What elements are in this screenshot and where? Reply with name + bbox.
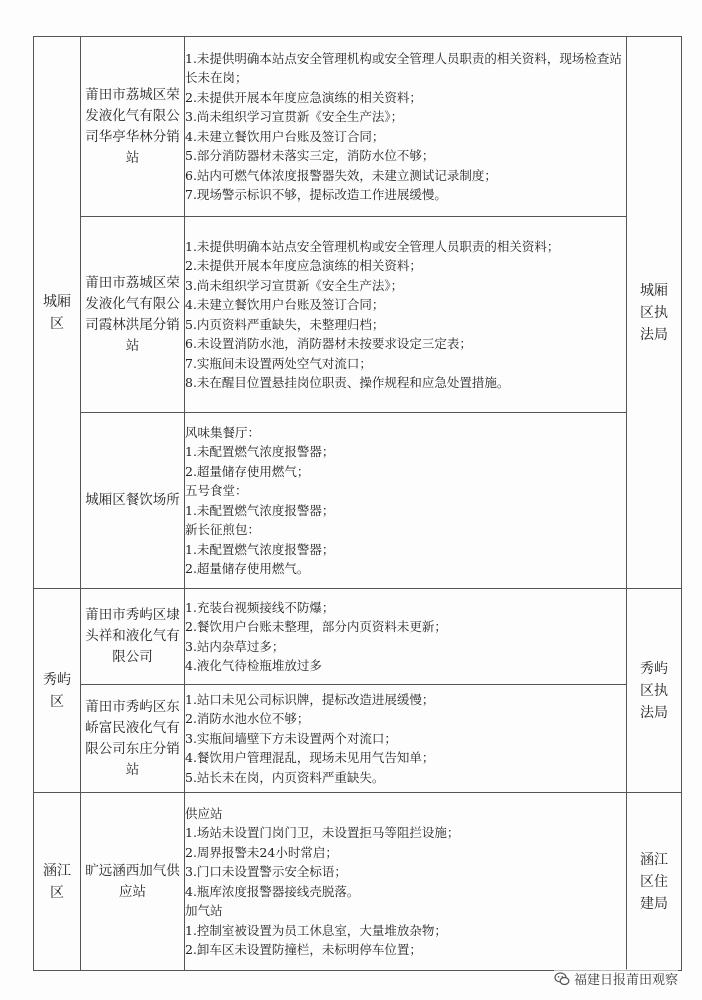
unit-cell xyxy=(81,413,185,589)
table-row xyxy=(34,685,682,793)
issue-item: 2.消防水池水位不够； xyxy=(185,711,310,727)
issue-item: 4.未建立餐饮用户台账及签订合同； xyxy=(185,297,385,312)
issue-item: 6.未设置消防水池，消防器材未按要求设定三定表； xyxy=(185,336,472,351)
unit-name: 莆田市荔城区荣发液化气有限公司霞林洪尾分销站 xyxy=(85,274,180,354)
issue-item: 1.未配置燃气浓度报警器； xyxy=(185,502,335,518)
unit-cell xyxy=(81,685,185,793)
watermark xyxy=(554,969,678,988)
issue-item: 1.站口未见公司标识牌，提标改造进展缓慢； xyxy=(185,691,435,707)
issue-item: 2.未提供开展本年度应急演练的相关资料； xyxy=(185,89,422,105)
issue-item: 4.餐饮用户管理混乱，现场未见用气告知单； xyxy=(185,750,435,766)
issues-cell xyxy=(185,793,627,971)
issue-item: 1.场站未设置门岗门卫，未设置拒马等阻拦设施； xyxy=(185,825,460,840)
issue-item: 8.未在醒目位置悬挂岗位职责、操作规程和应急处置措施。 xyxy=(185,375,510,390)
unit-cell xyxy=(81,217,185,413)
issue-item: 2.周界报警未24小时常启； xyxy=(185,844,338,860)
issue-item: 2.卸车区未设置防撞栏，未标明停车位置； xyxy=(185,942,422,957)
unit-cell xyxy=(81,37,185,217)
issue-item: 6.站内可燃气体浓度报警器失效，未建立测试记录制度； xyxy=(185,167,497,183)
venue-header: 新长征煎包： xyxy=(185,522,261,537)
issues-cell xyxy=(185,413,627,589)
issue-item: 5.站长未在岗，内页资料严重缺失。 xyxy=(185,769,385,785)
table-row xyxy=(34,413,682,589)
issue-item: 4.未建立餐饮用户台账及签订合同； xyxy=(185,128,385,144)
unit-name: 莆田市荔城区荣发液化气有限公司华亭华林分销站 xyxy=(85,86,180,166)
issue-item: 2.超量储存使用燃气。 xyxy=(185,561,310,576)
facility-header: 加气站 xyxy=(185,903,223,918)
district-cell xyxy=(34,793,81,971)
issue-item: 1.控制室被设置为员工休息室，大量堆放杂物； xyxy=(185,922,447,938)
district-name: 城厢区 xyxy=(43,293,71,332)
district-name: 涵江区 xyxy=(43,862,71,901)
facility-header: 供应站 xyxy=(185,805,223,821)
issues-cell xyxy=(185,37,627,217)
issue-item: 5.部分消防器材未落实三定，消防水位不够； xyxy=(185,148,435,163)
unit-name: 旷远涵西加气供应站 xyxy=(85,862,180,900)
agency-name: 涵江区住建局 xyxy=(640,851,668,912)
issue-item: 2.未提供开展本年度应急演练的相关资料； xyxy=(185,258,422,273)
issue-item: 3.门口未设置警示安全标语； xyxy=(185,864,347,879)
table-row xyxy=(34,793,682,971)
issues-cell xyxy=(185,685,627,793)
venue-header: 五号食堂： xyxy=(185,483,248,498)
district-cell xyxy=(34,37,81,589)
agency-name: 城厢区执法局 xyxy=(640,282,668,343)
agency-cell xyxy=(627,589,682,793)
issue-item: 3.实瓶间墙壁下方未设置两个对流口； xyxy=(185,730,397,746)
issue-item: 1.未配置燃气浓度报警器； xyxy=(185,541,335,557)
venue-header: 风味集餐厅： xyxy=(185,424,261,440)
issue-item: 2.超量储存使用燃气； xyxy=(185,463,310,479)
issue-item: 1.未提供明确本站点安全管理机构或安全管理人员职责的相关资料； xyxy=(185,238,560,254)
unit-cell xyxy=(81,589,185,685)
issue-item: 2.餐饮用户台账未整理，部分内页资料未更新； xyxy=(185,619,447,634)
table-row xyxy=(34,589,682,685)
agency-cell xyxy=(627,37,682,589)
district-name: 秀屿区 xyxy=(43,671,71,710)
inspection-table xyxy=(33,36,682,971)
agency-cell xyxy=(627,793,682,971)
district-cell xyxy=(34,589,81,793)
issue-item: 4.液化气待检瓶堆放过多 xyxy=(185,658,322,673)
issue-item: 4.瓶库浓度报警器接线壳脱落。 xyxy=(185,883,360,899)
issue-item: 7.实瓶间未设置两处空气对流口； xyxy=(185,355,372,371)
issue-item: 5.内页资料严重缺失，未整理归档； xyxy=(185,316,385,332)
watermark-text: 福建日报莆田观察 xyxy=(573,973,678,988)
issue-item: 3.尚未组织学习宣贯新《安全生产法》； xyxy=(185,277,404,293)
issue-item: 1.未提供明确本站点安全管理机构或安全管理人员职责的相关资料，现场检查站长未在岗； xyxy=(185,50,622,85)
agency-name: 秀屿区执法局 xyxy=(640,660,668,721)
issue-item: 3.尚未组织学习宣贯新《安全生产法》； xyxy=(185,109,404,124)
unit-name: 莆田市秀屿区东峤富民液化气有限公司东庄分销站 xyxy=(85,698,180,778)
issues-cell xyxy=(185,589,627,685)
issues-cell xyxy=(185,217,627,413)
wechat-icon xyxy=(554,971,570,987)
issue-item: 1.充装台视频接线不防爆； xyxy=(185,599,335,615)
table-body xyxy=(34,37,682,971)
table-row xyxy=(34,217,682,413)
unit-cell xyxy=(81,793,185,971)
unit-name: 莆田市秀屿区埭头祥和液化气有限公司 xyxy=(85,607,180,665)
unit-name: 城厢区餐饮场所 xyxy=(85,492,180,508)
table-row xyxy=(34,37,682,217)
issue-item: 7.现场警示标识不够，提标改造工作进展缓慢。 xyxy=(185,187,447,202)
issue-item: 1.未配置燃气浓度报警器； xyxy=(185,444,335,459)
issue-item: 3.站内杂草过多； xyxy=(185,638,285,654)
